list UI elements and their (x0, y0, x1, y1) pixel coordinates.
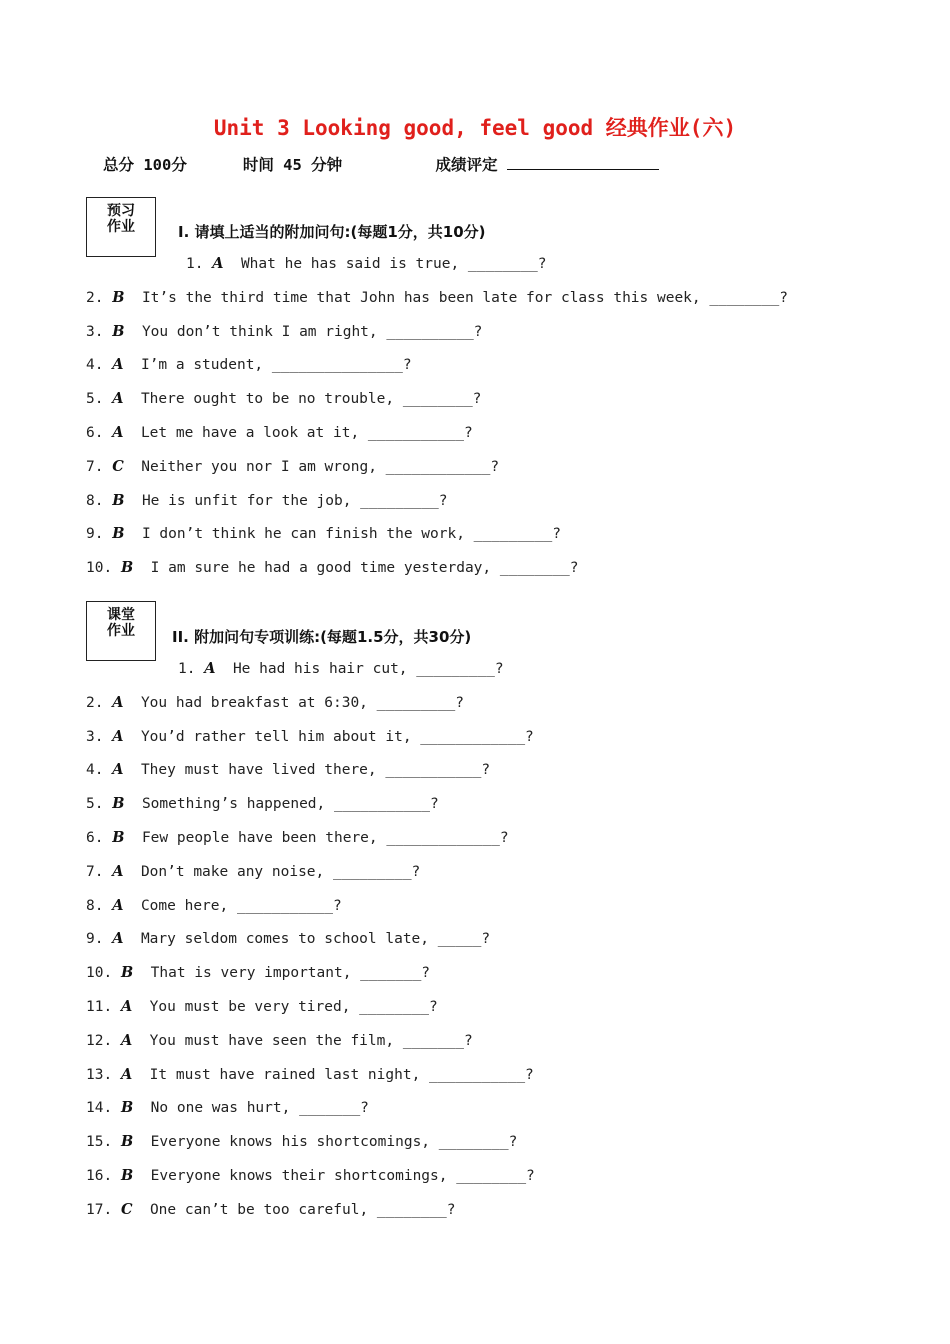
question-item (86, 1032, 473, 1049)
question-item (86, 863, 420, 880)
question-answer-letter: A (120, 998, 133, 1015)
question-answer-letter: B (112, 322, 125, 340)
question-text: There ought to be no trouble, ________? (140, 391, 482, 408)
box-label-line2: 作业 (107, 623, 135, 639)
question-number: 14. (86, 1100, 113, 1117)
section-1-heading: I. 请填上适当的附加问句:(每题1分，共10分) (178, 223, 486, 241)
question-text: That is very important, _______? (150, 965, 431, 982)
question-answer-letter: B (120, 1167, 134, 1184)
question-text: Mary seldom comes to school late, _____? (140, 931, 491, 948)
question-answer-letter: B (120, 559, 134, 577)
question-answer-letter: A (112, 424, 124, 441)
question-item (186, 255, 546, 272)
question-text: One can’t be too careful, ________? (149, 1201, 456, 1218)
question-text: You had breakfast at 6:30, _________? (140, 694, 464, 711)
question-item (86, 1099, 369, 1116)
question-text: You must have seen the film, _______? (149, 1032, 473, 1049)
question-item (86, 964, 430, 981)
question-answer-letter: A (112, 930, 124, 948)
question-text: He had his hair cut, _________? (232, 661, 504, 677)
question-item (86, 390, 481, 407)
question-number: 11. (86, 999, 113, 1015)
question-number: 10. (86, 560, 113, 577)
question-item (86, 525, 561, 542)
preview-homework-box (86, 197, 156, 257)
question-item (86, 897, 342, 914)
box-label-line1: 预习 (107, 203, 135, 219)
question-number: 1. (186, 256, 204, 272)
question-answer-letter: A (204, 660, 216, 677)
question-number: 5. (86, 796, 104, 813)
question-answer-letter: A (112, 693, 124, 711)
question-number: 1. (178, 661, 196, 677)
total-score: 总分 100分 (103, 156, 187, 174)
question-answer-letter: B (120, 1133, 134, 1151)
class-homework-box (86, 601, 156, 661)
question-item (86, 829, 509, 846)
question-number: 10. (86, 965, 113, 982)
question-answer-letter: A (112, 356, 124, 374)
score-info (103, 153, 659, 175)
question-answer-letter: A (120, 1031, 133, 1049)
question-text: It must have rained last night, ___________? (149, 1066, 534, 1083)
question-text: I’m a student, _______________? (140, 357, 412, 374)
question-item (86, 761, 490, 778)
question-text: Something’s happened, ___________? (141, 796, 439, 813)
question-number: 6. (86, 830, 104, 846)
question-item (86, 492, 447, 509)
question-answer-letter: B (112, 795, 125, 813)
question-number: 2. (86, 694, 104, 711)
question-number: 16. (86, 1168, 113, 1184)
question-answer-letter: C (120, 1200, 133, 1218)
grade-blank[interactable] (507, 155, 659, 170)
question-answer-letter: A (112, 896, 124, 914)
question-text: I don’t think he can finish the work, _________? (141, 526, 561, 543)
question-answer-letter: B (120, 1099, 134, 1117)
question-answer-letter: B (112, 525, 125, 543)
question-text: They must have lived there, ___________? (140, 762, 491, 779)
question-answer-letter: A (112, 761, 124, 779)
question-item (86, 930, 490, 947)
question-answer-letter: B (120, 964, 134, 982)
question-text: Let me have a look at it, ___________? (140, 425, 473, 441)
question-answer-letter: A (120, 1065, 133, 1083)
question-number: 8. (86, 492, 104, 509)
question-number: 5. (86, 391, 104, 408)
question-number: 9. (86, 931, 104, 948)
question-answer-letter: A (112, 727, 124, 745)
question-text: Neither you nor I am wrong, ____________? (141, 458, 500, 475)
question-text: No one was hurt, _______? (150, 1100, 369, 1117)
question-number: 13. (86, 1066, 113, 1083)
question-item (86, 323, 482, 340)
question-number: 9. (86, 526, 104, 543)
section-2-heading: II. 附加问句专项训练:(每题1.5分，共30分) (172, 628, 472, 646)
question-item (86, 424, 473, 441)
question-item (86, 1133, 517, 1150)
box-label-line2: 作业 (107, 219, 135, 235)
question-number: 15. (86, 1134, 113, 1151)
question-item (178, 660, 504, 677)
time-limit: 时间 45 分钟 (242, 156, 343, 174)
question-text: You don’t think I am right, __________? (141, 323, 483, 340)
question-item (86, 694, 464, 711)
question-text: Few people have been there, _____________? (141, 830, 509, 846)
question-item (86, 998, 438, 1015)
question-number: 6. (86, 425, 104, 441)
question-answer-letter: B (112, 829, 125, 846)
question-number: 2. (86, 289, 104, 306)
question-number: 12. (86, 1032, 113, 1049)
question-number: 3. (86, 323, 104, 340)
question-number: 4. (86, 762, 104, 779)
question-text: I am sure he had a good time yesterday, ________? (150, 560, 579, 577)
question-number: 4. (86, 357, 104, 374)
question-text: Everyone knows their shortcomings, ________? (150, 1168, 535, 1184)
question-text: It’s the third time that John has been late for class this week, ________? (141, 289, 788, 306)
question-text: You must be very tired, ________? (149, 999, 438, 1015)
question-text: Everyone knows his shortcomings, ________? (150, 1134, 518, 1151)
question-answer-letter: A (212, 255, 224, 272)
question-item (86, 728, 534, 745)
question-item (86, 795, 439, 812)
grade-label: 成绩评定 (435, 156, 498, 174)
question-answer-letter: C (112, 457, 124, 475)
question-text: He is unfit for the job, _________? (141, 492, 448, 509)
question-number: 17. (86, 1201, 113, 1218)
question-item (86, 356, 412, 373)
question-number: 3. (86, 728, 104, 745)
question-text: Come here, ___________? (140, 897, 342, 914)
question-text: Don’t make any noise, _________? (140, 863, 421, 880)
question-item (86, 559, 578, 576)
question-text: What he has said is true, ________? (240, 256, 547, 272)
question-number: 7. (86, 863, 104, 880)
question-text: You’d rather tell him about it, ____________? (140, 728, 534, 745)
box-label-line1: 课堂 (107, 607, 135, 623)
question-answer-letter: A (112, 390, 124, 408)
question-number: 8. (86, 897, 104, 914)
question-item (86, 458, 499, 475)
question-answer-letter: B (112, 491, 125, 509)
page-title: Unit 3 Looking good, feel good 经典作业(六) (213, 116, 737, 140)
question-item (86, 1066, 534, 1083)
question-item (86, 1201, 456, 1218)
question-item (86, 289, 788, 306)
question-number: 7. (86, 458, 104, 475)
question-answer-letter: A (112, 862, 124, 880)
question-answer-letter: B (112, 288, 125, 306)
question-item (86, 1167, 535, 1184)
